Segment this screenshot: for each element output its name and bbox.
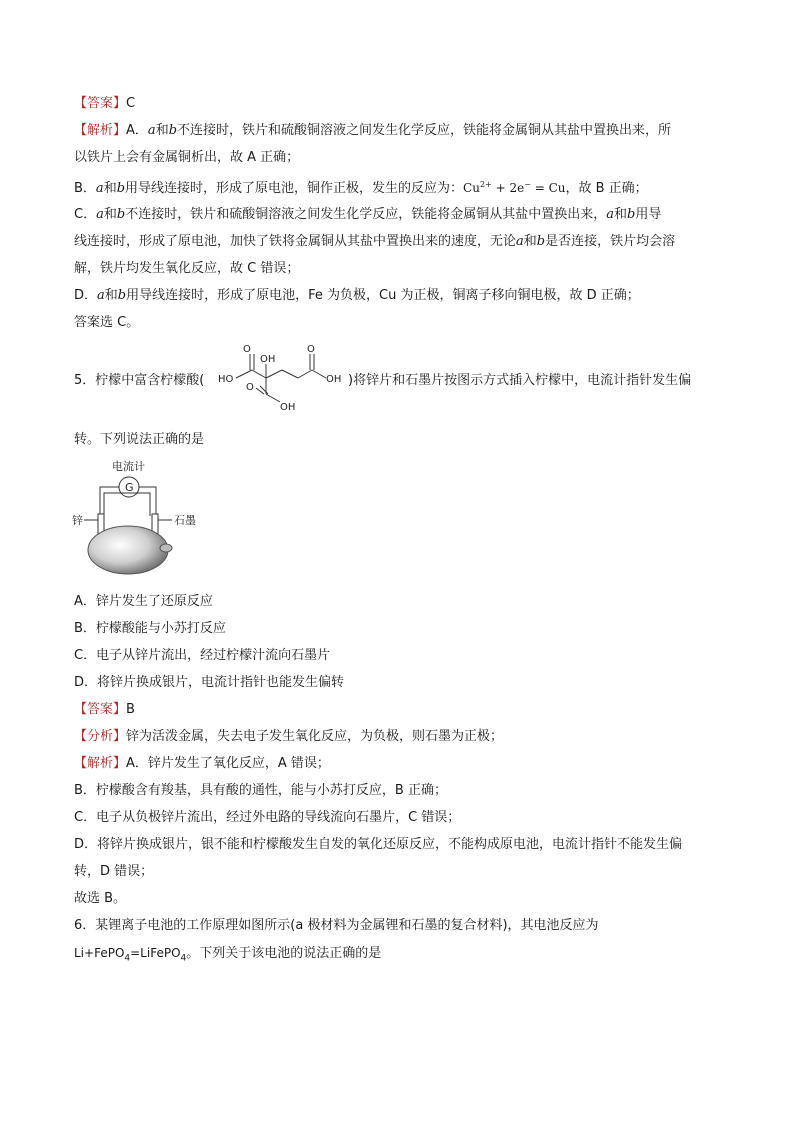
text: 和 bbox=[103, 181, 117, 196]
eq-charge: 2+ bbox=[479, 180, 492, 189]
q5-solution-d-cont: 转，D 错误； bbox=[74, 864, 154, 879]
var-a: a bbox=[95, 181, 104, 196]
var-a: a bbox=[97, 288, 105, 303]
conclusion-1: 答案选 C。 bbox=[74, 315, 140, 330]
meter-symbol: G bbox=[125, 481, 134, 494]
var-b: b bbox=[116, 207, 126, 222]
eq-mid: + 2e bbox=[491, 181, 525, 195]
text: 用导 bbox=[635, 207, 662, 222]
oh-top: OH bbox=[260, 354, 276, 365]
option-c-prefix: C． bbox=[74, 207, 97, 222]
analysis-c-cont2: 解，铁片均发生氧化反应，故 C 错误； bbox=[74, 261, 300, 276]
eq-cu: Cu bbox=[463, 181, 480, 195]
q5-solution-b: B．柠檬酸含有羧基，具有酸的通性，能与小苏打反应，B 正确； bbox=[74, 783, 447, 798]
meter-label: 电流计 bbox=[112, 460, 145, 473]
var-a: a bbox=[606, 207, 614, 222]
ho-left: HO bbox=[218, 374, 234, 385]
lemon bbox=[88, 526, 168, 574]
q5-solution-d: D．将锌片换成银片，银不能和柠檬酸发生自发的氧化还原反应，不能构成原电池，电流计指针不能发生偏 bbox=[74, 837, 683, 852]
answer-tag: 【答案】 bbox=[74, 702, 127, 717]
q6-tail: 。下列关于该电池的说法正确的是 bbox=[186, 946, 382, 961]
answer-tag: 【答案】 bbox=[74, 96, 127, 111]
q5-option-a: A．锌片发生了还原反应 bbox=[74, 594, 213, 609]
analysis-d-text: 用导线连接时，形成了原电池，Fe 为负极，Cu 为正极，铜离子移向铜电极，故 D 正确； bbox=[126, 288, 640, 303]
eq-part: Li+FePO bbox=[74, 946, 125, 960]
citric-acid-structure bbox=[212, 342, 348, 416]
q5-lead: 5．柠檬中富含柠檬酸( bbox=[74, 373, 205, 388]
analysis-c-cont1 bbox=[74, 232, 675, 252]
analysis-a-line bbox=[74, 121, 671, 141]
option-d-prefix: D． bbox=[74, 288, 98, 303]
eq-minus: − bbox=[524, 180, 531, 189]
text: 和 bbox=[103, 207, 117, 222]
zinc-label: 锌 bbox=[72, 514, 83, 527]
subscript: 4 bbox=[124, 953, 131, 964]
o-top-1: O bbox=[243, 344, 251, 355]
equation bbox=[463, 181, 565, 195]
solution-tag: 【解析】 bbox=[74, 756, 127, 771]
option-b-prefix: B． bbox=[74, 181, 96, 196]
answer-value: B bbox=[126, 702, 135, 717]
text: 和 bbox=[155, 123, 169, 138]
var-b: b bbox=[168, 123, 178, 138]
q6-line2 bbox=[74, 943, 381, 968]
q5-option-d: D．将锌片换成银片，电流计指针也能发生偏转 bbox=[74, 675, 345, 690]
answer-value: C bbox=[126, 96, 136, 111]
text: 和 bbox=[104, 288, 118, 303]
answer-line bbox=[74, 94, 135, 114]
text: 和 bbox=[613, 207, 627, 222]
q5-option-c: C．电子从锌片流出，经过柠檬汁流向石墨片 bbox=[74, 648, 331, 663]
q5-answer-line bbox=[74, 700, 135, 720]
analysis-tag: 【解析】 bbox=[74, 123, 127, 138]
q5-line2: 转。下列说法正确的是 bbox=[74, 432, 205, 447]
eq-part: =LiFePO bbox=[130, 946, 181, 960]
var-b: b bbox=[117, 288, 127, 303]
q5-option-b: B．柠檬酸能与小苏打反应 bbox=[74, 621, 226, 636]
var-b: b bbox=[536, 234, 546, 249]
var-b: b bbox=[116, 181, 126, 196]
var-a: a bbox=[147, 123, 156, 138]
text: 线连接时，形成了原电池，加快了铁将金属铜从其盐中置换出来的速度，无论 bbox=[74, 234, 517, 249]
solution-text: A．锌片发生了氧化反应，A 错误； bbox=[126, 756, 330, 771]
analysis-b-line bbox=[74, 175, 648, 199]
text: 和 bbox=[523, 234, 537, 249]
var-a: a bbox=[516, 234, 524, 249]
analysis-a-text: 不连接时，铁片和硫酸铜溶液之间发生化学反应，铁能将金属铜从其盐中置换出来，所 bbox=[177, 123, 672, 138]
analysis-c-line bbox=[74, 205, 661, 225]
analysis-b-end: ，故 B 正确； bbox=[565, 181, 648, 196]
graphite-label: 石墨 bbox=[174, 514, 196, 527]
analysis-tag: 【分析】 bbox=[74, 729, 127, 744]
o-top-2: O bbox=[307, 344, 315, 355]
analysis-text: 锌为活泼金属，失去电子发生氧化反应，为负极，则石墨为正极； bbox=[126, 729, 504, 744]
option-a-prefix: A． bbox=[126, 123, 148, 138]
analysis-d-line bbox=[74, 286, 640, 306]
text: 是否连接，铁片均会溶 bbox=[545, 234, 676, 249]
q6-line1: 6．某锂离子电池的工作原理如图所示(a 极材料为金属锂和石墨的复合材料)，其电池反应为 bbox=[74, 918, 599, 933]
q5-solution-a bbox=[74, 754, 330, 774]
q5-solution-c: C．电子从负极锌片流出，经过外电路的导线流向石墨片，C 错误； bbox=[74, 810, 461, 825]
lemon-battery-figure bbox=[72, 456, 212, 578]
q5-tail: )将锌片和石墨片按图示方式插入柠檬中，电流计指针发生偏 bbox=[348, 373, 692, 388]
analysis-c-text: 不连接时，铁片和硫酸铜溶液之间发生化学反应，铁能将金属铜从其盐中置换出来， bbox=[125, 207, 607, 222]
var-b: b bbox=[626, 207, 636, 222]
oh-right: OH bbox=[326, 374, 342, 385]
q5-analysis-line bbox=[74, 727, 503, 747]
var-a: a bbox=[96, 207, 104, 222]
analysis-b-text: 用导线连接时，形成了原电池，铜作正极，发生的反应为： bbox=[125, 181, 464, 196]
oh-bottom: OH bbox=[280, 402, 296, 413]
analysis-a-cont: 以铁片上会有金属铜析出，故 A 正确； bbox=[74, 150, 300, 165]
subscript: 4 bbox=[180, 953, 187, 964]
o-bottom: O bbox=[246, 382, 254, 393]
q5-conclusion: 故选 B。 bbox=[74, 891, 127, 906]
eq-end: = Cu bbox=[530, 181, 566, 195]
